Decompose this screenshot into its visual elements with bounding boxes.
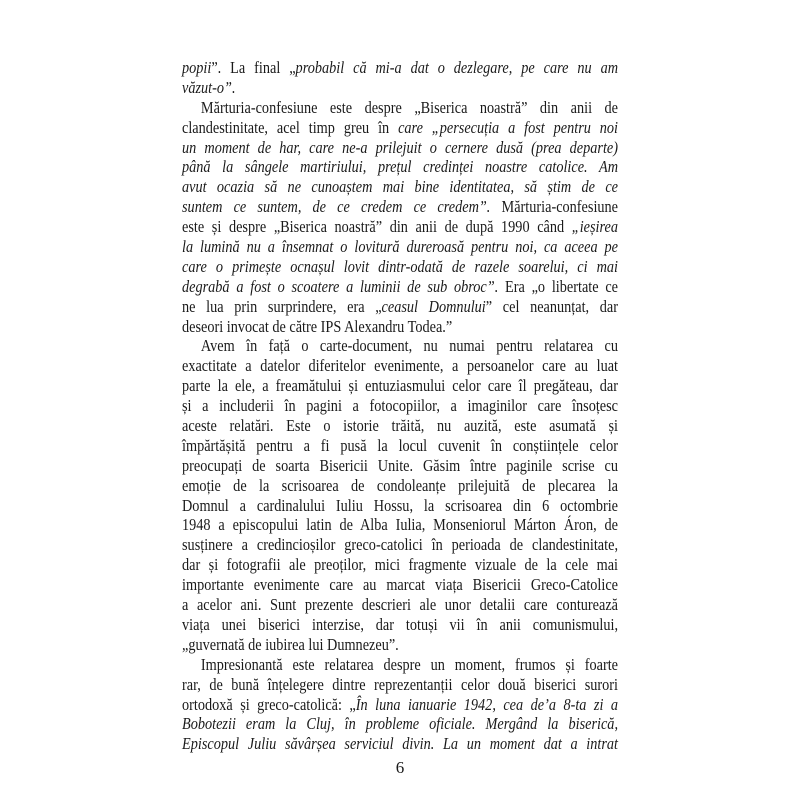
text-line — [182, 615, 618, 635]
italic-quote: avut ocazia să ne cunoaștem mai bine identitatea, să știm de ce — [182, 177, 619, 197]
text-line — [182, 535, 618, 555]
text-run: este și despre „Biserica noastră” din anii de după 1990 când — [182, 217, 572, 237]
text-run: Impresionantă este relatarea despre un moment, frumos și foarte — [200, 654, 619, 674]
text-run: preocupați de soarta Bisericii Unite. Găsim între paginile scrise cu — [182, 455, 619, 475]
text-line — [182, 98, 618, 118]
italic-quote: „ieșirea — [571, 217, 619, 237]
body-text — [182, 58, 618, 754]
text-line — [182, 356, 618, 376]
text-line — [182, 436, 618, 456]
text-line — [182, 138, 618, 158]
italic-quote: văzut-o”. — [182, 77, 236, 97]
italic-quote: la lumină nu a însemnat o lovitură dureroasă pentru noi, ca aceea pe — [182, 237, 619, 257]
text-line — [182, 416, 618, 436]
text-run: ne lua prin surprindere, era „ — [182, 296, 382, 316]
text-run: Mărturia-confesiune este despre „Biserica noastră” din anii de — [200, 97, 619, 117]
text-line — [182, 714, 618, 734]
text-run: Mărturia-confesiune — [490, 197, 619, 217]
text-run: aceste relatări. Este o istorie trăită, nu auzită, este asumată și — [182, 416, 619, 436]
text-run: Avem în față o carte-document, nu numai pentru relatarea cu — [200, 336, 619, 356]
italic-quote: probabil că mi-a dat o dezlegare, pe care nu am — [295, 58, 619, 77]
text-run: dar și fotografii ale preoților, mici fragmente vizuale de la cele mai — [182, 555, 619, 575]
text-run: susținere a credincioșilor greco-catolici în perioada de clandestinitate, — [182, 535, 619, 555]
text-line — [182, 177, 618, 197]
text-line — [182, 197, 618, 217]
text-line — [182, 595, 618, 615]
text-run: ”. La final „ — [211, 58, 296, 77]
text-line — [182, 655, 618, 675]
text-line — [182, 396, 618, 416]
page-number: 6 — [395, 758, 405, 777]
text-line — [182, 575, 618, 595]
text-run: Era „o libertate ce — [498, 276, 619, 296]
text-line — [182, 297, 618, 317]
italic-quote: degrabă a fost o scoatere a luminii de sub obroc”. — [182, 276, 499, 296]
text-line — [182, 217, 618, 237]
text-run: Domnul a cardinalului Iuliu Hossu, la scrisoarea din 6 octombrie — [182, 495, 619, 515]
text-line — [182, 78, 618, 98]
text-run: a acelor ani. Sunt prezente descrieri ale unor detalii care conturează — [182, 595, 619, 615]
text-line — [182, 157, 618, 177]
text-run: „guvernată de iubirea lui Dumnezeu”. — [182, 634, 399, 654]
italic-quote: până la sângele martiriului, prețul credinței noastre catolice. Am — [182, 157, 619, 177]
italic-quote: care „persecuția a fost pentru noi — [398, 117, 619, 137]
text-line — [182, 336, 618, 356]
text-run: emoție de la scrisoarea de condoleanțe prilejuită de plecarea la — [182, 475, 619, 495]
text-line — [182, 277, 618, 297]
italic-quote: ceasul Domnului — [381, 296, 486, 316]
italic-quote: un moment de har, care ne-a prilejuit o cernere dusă (prea departe) — [182, 137, 619, 157]
text-run: ortodoxă și greco-catolică: „ — [182, 694, 356, 714]
text-line — [182, 58, 618, 78]
text-line — [182, 376, 618, 396]
italic-quote: În luna ianuarie 1942, cea de’a 8-ta zi a — [355, 694, 619, 714]
text-run: ” cel neanunțat, dar — [485, 296, 619, 316]
text-line — [182, 555, 618, 575]
text-run: exactitate a datelor diferitelor evenimente, a persoanelor care au luat — [182, 356, 619, 376]
text-line — [182, 118, 618, 138]
text-line — [182, 496, 618, 516]
text-run: viața unei biserici interzise, dar totuși vii în anii comunismului, — [182, 614, 619, 634]
italic-quote: suntem ce suntem, de ce credem ce credem”. — [182, 197, 491, 217]
text-line — [182, 237, 618, 257]
text-line — [182, 476, 618, 496]
italic-quote: care o primește ocnașul lovit dintr-odată de razele soarelui, ci mai — [182, 256, 619, 276]
text-line — [182, 257, 618, 277]
text-run: și a includerii în pagini a fotocopiilor, a imaginilor care însoțesc — [182, 396, 619, 416]
italic-quote: Episcopul Juliu săvârșea serviciul divin. La un moment dat a intrat — [182, 734, 619, 754]
text-line — [182, 317, 618, 337]
italic-quote: popii — [182, 58, 212, 77]
text-line — [182, 695, 618, 715]
text-line — [182, 635, 618, 655]
text-run: deseori invocat de către IPS Alexandru Todea.” — [182, 316, 453, 336]
text-line — [182, 734, 618, 754]
text-run: clandestinitate, acel timp greu în — [182, 117, 399, 137]
text-line — [182, 456, 618, 476]
text-run: rar, de bună înțelegere dintre reprezentanții celor două biserici surori — [182, 674, 619, 694]
text-run: 1948 a episcopului latin de Alba Iulia, Monseniorul Márton Áron, de — [182, 515, 619, 535]
text-line — [182, 675, 618, 695]
text-run: împărtășită pentru a fi pusă la locul cuvenit în conștiințele celor — [182, 435, 619, 455]
text-run: parte la ele, a freamătului și entuziasmului celor care îl pregăteau, dar — [182, 376, 619, 396]
text-line — [182, 515, 618, 535]
text-run: importante evenimente care au marcat viața Bisericii Greco-Catolice — [182, 575, 619, 595]
italic-quote: Bobotezii eram la Cluj, în probleme oficiale. Mergând la biserică, — [182, 714, 619, 734]
